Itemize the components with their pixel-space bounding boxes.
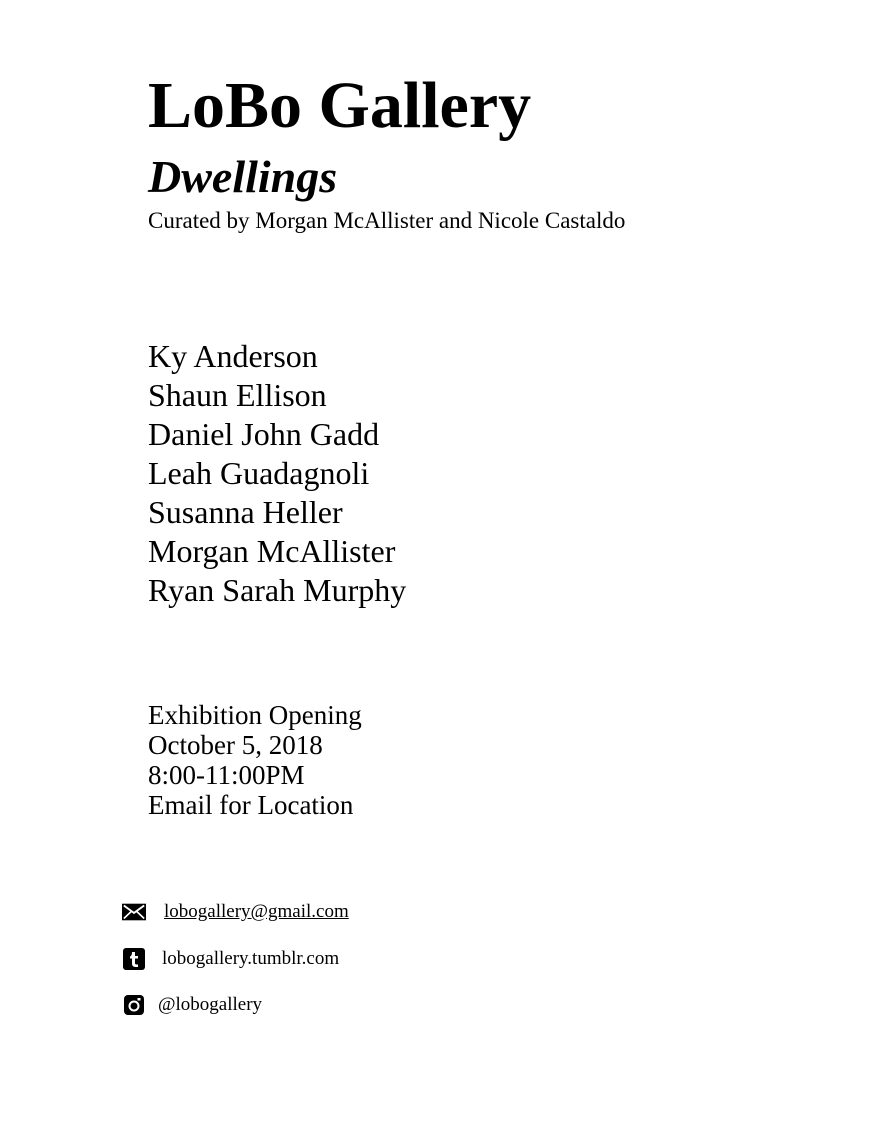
exhibition-title: Dwellings	[148, 151, 338, 202]
contact-email[interactable]	[122, 900, 349, 924]
contact-tumblr[interactable]	[122, 947, 339, 971]
artist-name: Ryan Sarah Murphy	[148, 572, 407, 608]
artist-name: Morgan McAllister	[148, 533, 396, 569]
event-date: October 5, 2018	[148, 730, 323, 760]
tumblr-icon	[122, 947, 146, 971]
event-location: Email for Location	[148, 790, 354, 820]
artist-name: Leah Guadagnoli	[148, 455, 370, 491]
tumblr-link[interactable]: lobogallery.tumblr.com	[162, 948, 340, 969]
email-link[interactable]: lobogallery@gmail.com	[164, 901, 349, 922]
event-time: 8:00-11:00PM	[148, 760, 305, 790]
curators-line: Curated by Morgan McAllister and Nicole Castaldo	[148, 208, 626, 233]
instagram-handle[interactable]: @lobogallery	[158, 994, 263, 1015]
artist-name: Shaun Ellison	[148, 377, 327, 413]
contact-instagram[interactable]	[122, 993, 262, 1017]
event-heading: Exhibition Opening	[148, 700, 362, 730]
event-details	[148, 700, 362, 820]
envelope-icon	[122, 900, 146, 924]
artist-name: Susanna Heller	[148, 494, 343, 530]
artist-name: Ky Anderson	[148, 338, 318, 374]
artist-name: Daniel John Gadd	[148, 416, 380, 452]
gallery-title: LoBo Gallery	[148, 69, 532, 142]
instagram-icon	[122, 993, 146, 1017]
artist-list	[148, 337, 406, 610]
